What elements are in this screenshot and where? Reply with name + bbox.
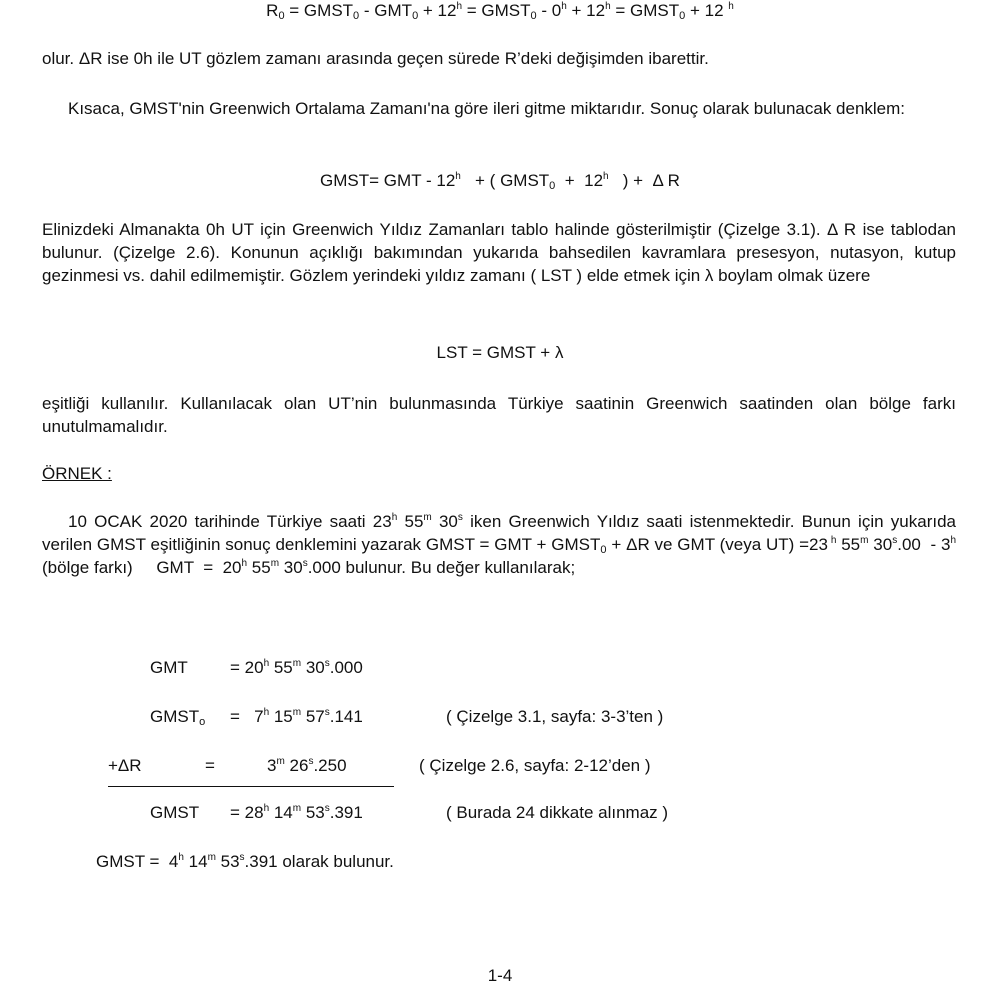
paragraph-summary: Kısaca, GMST'nin Greenwich Ortalama Zamanı'na göre ileri gitme miktarıdır. Sonuç olarak bulunacak denklem:: [68, 99, 906, 118]
calc-gmt-value: = $20^h$ 55$^m$ 30$^s$.000: [230, 658, 363, 677]
paragraph-usage: eşitliği kullanılır. Kullanılacak olan UT’nin bulunmasında Türkiye saatinin Greenwich saatinden olan bölge farkı unutulmamalıdır.: [42, 394, 956, 436]
paragraph-almanac: Elinizdeki Almanakta 0h UT için Greenwich Yıldız Zamanları tablo halinde gösterilmiştir (Çizelge 3.1). Δ R ise tablodan bulunur. (Çizelge 2.6). Konunun açıklığı bakımından yukarıda bahsedilen kavramlara presesyon, nutasyon, kutup gezinmesi vs. dahil edilmemiştir. Gözlem yerindeki yıldız zamanı ( LST ) elde etmek için λ boylam olmak üzere: [42, 220, 956, 285]
calc-delta-r-note: ( Çizelge 2.6, sayfa: 2-12’den ): [419, 756, 651, 775]
calc-gmt-label: GMT: [150, 658, 188, 677]
result-line: GMST = 4$^h$ 14$^m$ 53$^s$.391 olarak bulunur.: [96, 852, 394, 871]
calc-delta-r-label: +ΔR: [108, 756, 142, 775]
calc-gmst0-value: = 7$^h$ 15$^m$ 57$^s$.141: [230, 707, 363, 726]
calc-delta-r-equals: =: [205, 756, 215, 775]
equation-lst: LST = GMST + λ: [436, 343, 564, 362]
equation-r0: $R_0$ = $GMST_0 - GMT_0 + 12^h$ = $GMST_0 - 0^h + 12^h$ = $GMST_0 + 12$ $^h$: [266, 1, 734, 22]
calc-gmst0-label: $GMST_o$: [150, 707, 206, 728]
calc-delta-r-value: 3$^m$ 26$^s$.250: [267, 756, 347, 775]
sum-divider-line: [108, 786, 394, 787]
example-heading: ÖRNEK :: [42, 464, 112, 483]
calc-gmst0-note: ( Çizelge 3.1, sayfa: 3-3’ten ): [446, 707, 664, 726]
paragraph-delta-r: olur. ΔR ise 0h ile UT gözlem zamanı arasında geçen sürede R’deki değişimden ibarettir.: [42, 49, 709, 68]
equation-gmst: GMST= GMT - 12$^h$ + ( $GMST_0 + 12^h$ ) + Δ R: [320, 171, 680, 192]
calc-gmst-label: GMST: [150, 803, 200, 822]
page-number: 1-4: [487, 966, 513, 985]
calc-gmst-note: ( Burada 24 dikkate alınmaz ): [446, 803, 669, 822]
calc-gmst-value: = $28^h$ 14$^m$ 53$^s$.391: [230, 803, 363, 822]
paragraph-example: 10 OCAK 2020 tarihinde Türkiye saati 23$^h$ 55$^m$ 30$^s$ iken Greenwich Yıldız saati istenmektedir. Bunun için yukarıda verilen GMST eşitliğinin sonuç denklemini yazarak GMST = GMT + $GMST_0 + \Delta R$ ve GMT (veya UT) =23 $^h$ 55$^m$ 30$^s$.00 - 3$^h$ (bölge farkı) GMT = 20$^h$ 55$^m$ 30$^s$.000 bulunur. Bu değer kullanılarak;: [42, 512, 966, 577]
